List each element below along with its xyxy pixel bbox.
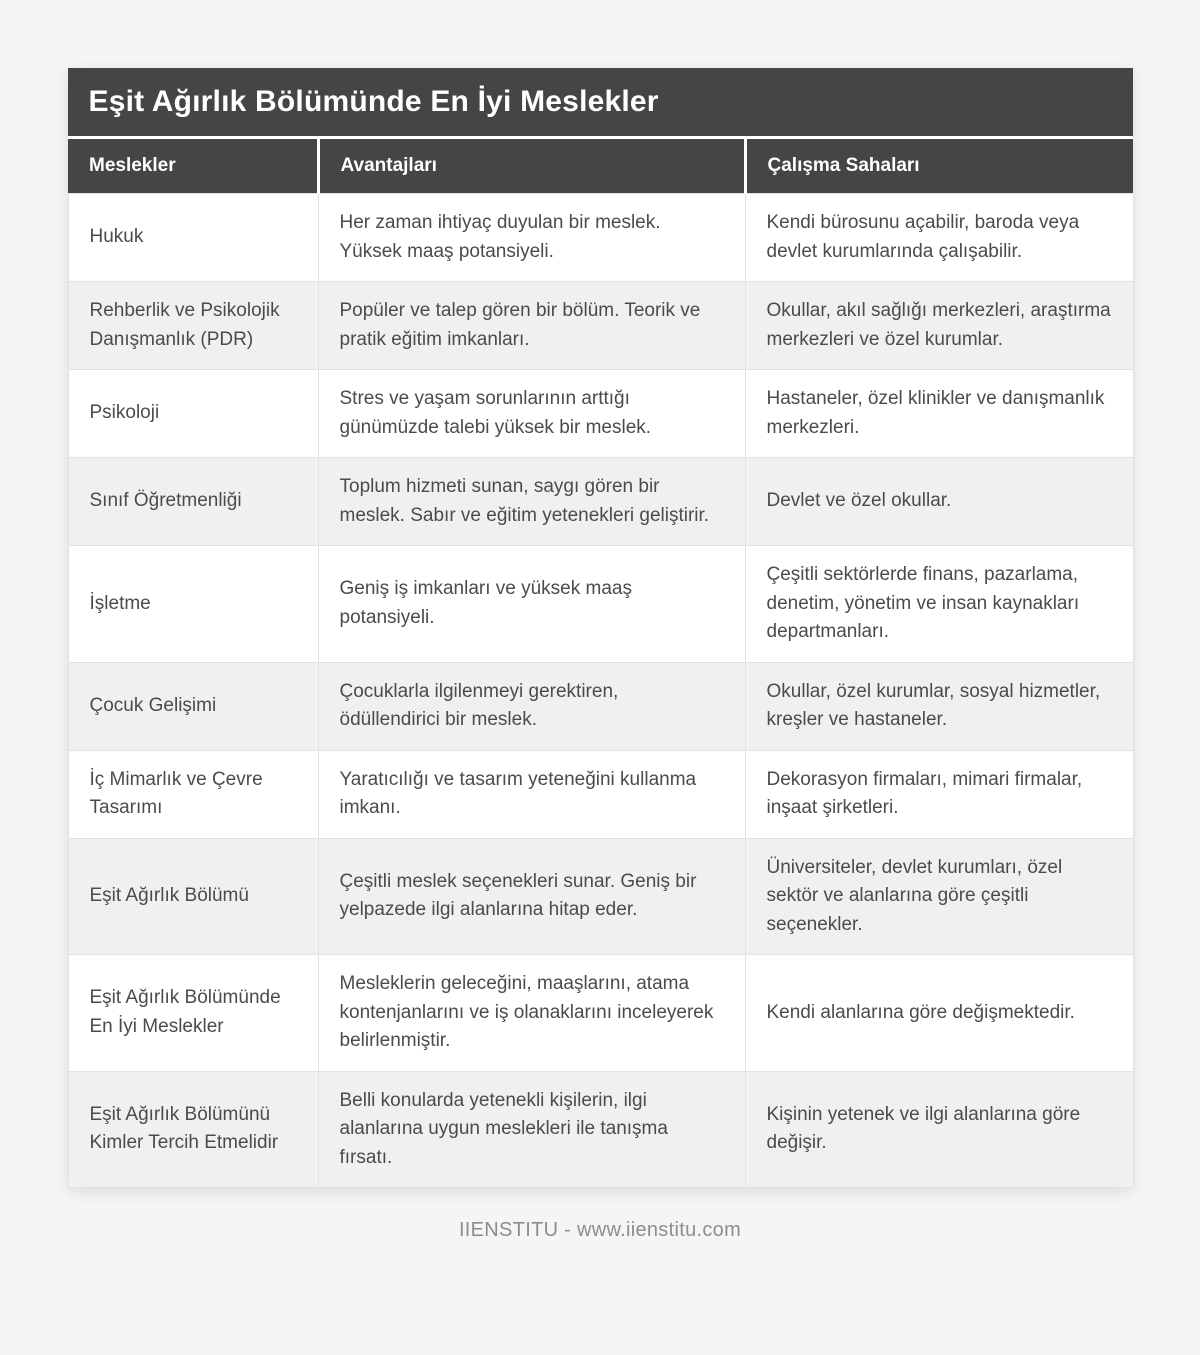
table-row (68, 194, 1133, 282)
cell-work-areas: Üniversiteler, devlet kurumları, özel sektör ve alanlarına göre çeşitli seçenekler. (745, 838, 1133, 955)
cell-advantages: Stres ve yaşam sorunlarının arttığı günümüzde talebi yüksek bir meslek. (318, 370, 745, 458)
cell-profession: Eşit Ağırlık Bölümü (68, 838, 318, 955)
cell-advantages: Toplum hizmeti sunan, saygı gören bir meslek. Sabır ve eğitim yetenekleri geliştirir. (318, 458, 745, 546)
cell-work-areas: Çeşitli sektörlerde finans, pazarlama, denetim, yönetim ve insan kaynakları departmanları. (745, 546, 1133, 663)
cell-work-areas: Kişinin yetenek ve ilgi alanlarına göre değişir. (745, 1071, 1133, 1188)
table-header (68, 139, 1133, 194)
header-row (68, 139, 1133, 194)
cell-work-areas: Okullar, özel kurumlar, sosyal hizmetler, kreşler ve hastaneler. (745, 662, 1133, 750)
cell-profession: Eşit Ağırlık Bölümünü Kimler Tercih Etmelidir (68, 1071, 318, 1188)
cell-profession: Çocuk Gelişimi (68, 662, 318, 750)
table-row (68, 750, 1133, 838)
column-header-meslekler: Meslekler (68, 139, 318, 194)
cell-profession: Eşit Ağırlık Bölümünde En İyi Meslekler (68, 955, 318, 1072)
cell-profession: Hukuk (68, 194, 318, 282)
cell-work-areas: Kendi bürosunu açabilir, baroda veya devlet kurumlarında çalışabilir. (745, 194, 1133, 282)
footer-credit: IIENSTITU - www.iienstitu.com (458, 1219, 742, 1241)
profession-table-card (68, 68, 1133, 1188)
cell-profession: Psikoloji (68, 370, 318, 458)
professions-table (68, 139, 1134, 1188)
cell-advantages: Mesleklerin geleceğini, maaşlarını, atama kontenjanlarını ve iş olanaklarını inceleyerek belirlenmiştir. (318, 955, 745, 1072)
table-row (68, 546, 1133, 663)
cell-work-areas: Dekorasyon firmaları, mimari firmalar, inşaat şirketleri. (745, 750, 1133, 838)
cell-profession: İşletme (68, 546, 318, 663)
cell-advantages: Çocuklarla ilgilenmeyi gerektiren, ödüllendirici bir meslek. (318, 662, 745, 750)
cell-work-areas: Okullar, akıl sağlığı merkezleri, araştırma merkezleri ve özel kurumlar. (745, 282, 1133, 370)
page-title: Eşit Ağırlık Bölümünde En İyi Meslekler (68, 68, 1133, 139)
cell-advantages: Çeşitli meslek seçenekleri sunar. Geniş bir yelpazede ilgi alanlarına hitap eder. (318, 838, 745, 955)
table-row (68, 370, 1133, 458)
table-body (68, 194, 1133, 1188)
cell-advantages: Yaratıcılığı ve tasarım yeteneğini kullanma imkanı. (318, 750, 745, 838)
table-row (68, 1071, 1133, 1188)
table-row (68, 955, 1133, 1072)
cell-advantages: Popüler ve talep gören bir bölüm. Teorik ve pratik eğitim imkanları. (318, 282, 745, 370)
cell-profession: Sınıf Öğretmenliği (68, 458, 318, 546)
cell-advantages: Belli konularda yetenekli kişilerin, ilgi alanlarına uygun meslekleri ile tanışma fırsatı. (318, 1071, 745, 1188)
table-row (68, 282, 1133, 370)
column-header-avantajlari: Avantajları (318, 139, 745, 194)
table-row (68, 838, 1133, 955)
cell-work-areas: Kendi alanlarına göre değişmektedir. (745, 955, 1133, 1072)
cell-advantages: Geniş iş imkanları ve yüksek maaş potansiyeli. (318, 546, 745, 663)
cell-work-areas: Devlet ve özel okullar. (745, 458, 1133, 546)
cell-advantages: Her zaman ihtiyaç duyulan bir meslek. Yüksek maaş potansiyeli. (318, 194, 745, 282)
cell-profession: Rehberlik ve Psikolojik Danışmanlık (PDR) (68, 282, 318, 370)
cell-profession: İç Mimarlık ve Çevre Tasarımı (68, 750, 318, 838)
table-row (68, 458, 1133, 546)
table-row (68, 662, 1133, 750)
column-header-calisma-sahalari: Çalışma Sahaları (745, 139, 1133, 194)
cell-work-areas: Hastaneler, özel klinikler ve danışmanlık merkezleri. (745, 370, 1133, 458)
